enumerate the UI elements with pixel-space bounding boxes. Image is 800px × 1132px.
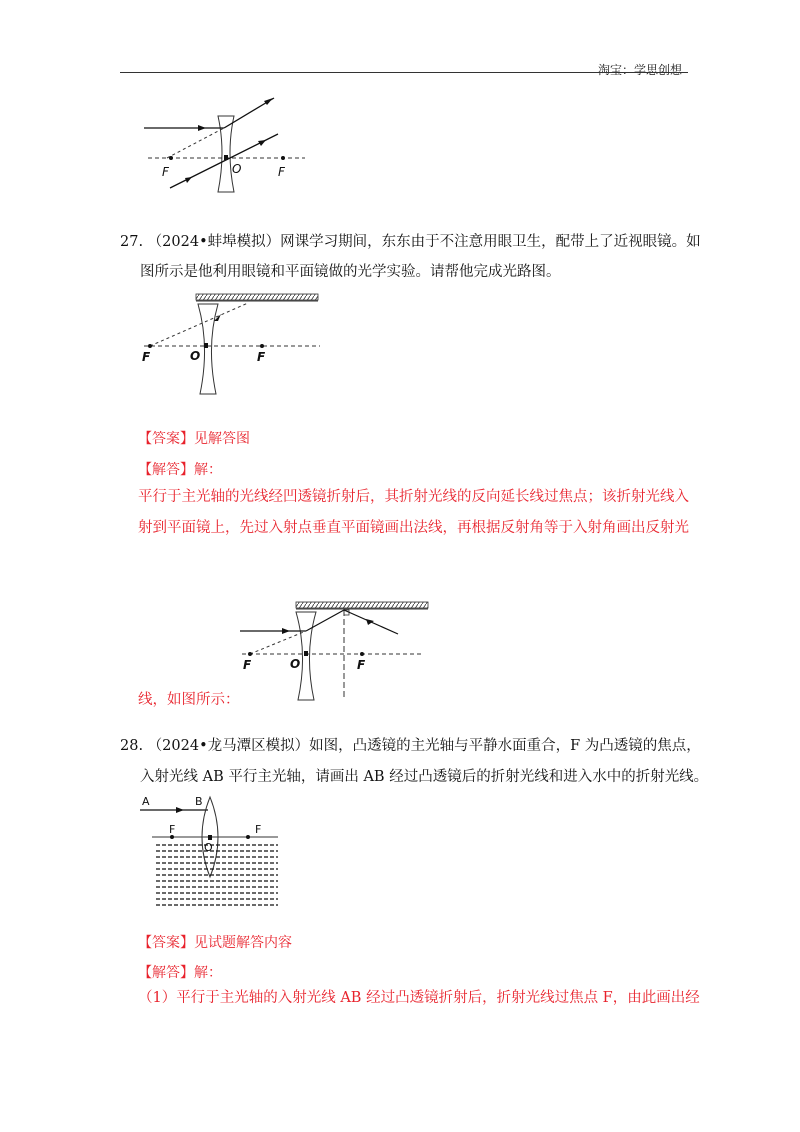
header-rule [120,72,688,73]
top-f-right-label: F [278,165,285,179]
q28-b-label: B [195,795,203,808]
q27-o-label: O [190,349,201,363]
q28-line2: 入射光线 AB 平行主光轴，请画出 AB 经过凸透镜后的折射光线和进入水中的折射光线。 [140,769,709,785]
q28-diagram [138,795,283,910]
q27-solution-label: 【解答】解： [138,462,222,478]
q27-answer: 【答案】见解答图 [138,431,250,447]
q27-sol-f-left-label: F [243,658,252,672]
q28-solution-line1: （1）平行于主光轴的入射光线 AB 经过凸透镜折射后，折射光线过焦点 F，由此画出经 [138,990,700,1006]
q27-solution-diagram [238,598,433,703]
q27-f-left-label: F [142,350,151,364]
q28-f-left-label: F [169,823,176,836]
top-lens-diagram [140,92,310,202]
q27-solution-line3: 线，如图所示： [138,692,240,708]
q27-solution-line1: 平行于主光轴的光线经凹透镜折射后，其折射光线的反向延长线过焦点；该折射光线入 [138,489,689,505]
q27-line1: 27. （2024•蚌埠模拟）网课学习期间，东东由于不注意用眼卫生，配带上了近视眼镜。如 [120,234,701,250]
q27-line2: 图所示是他利用眼镜和平面镜做的光学实验。请帮他完成光路图。 [140,264,561,280]
q27-diagram [138,290,323,400]
q28-line1: 28. （2024•龙马潭区模拟）如图，凸透镜的主光轴与平静水面重合，F 为凸透镜的焦点， [120,738,701,754]
q28-o-label: O [204,841,213,854]
q28-answer: 【答案】见试题解答内容 [138,935,292,951]
q27-sol-f-right-label: F [357,658,366,672]
top-f-left-label: F [162,165,169,179]
top-o-label: O [232,162,242,176]
q28-f-right-label: F [255,823,262,836]
q28-solution-label: 【解答】解： [138,965,222,981]
q28-a-label: A [142,795,150,808]
q27-solution-line2: 射到平面镜上，先过入射点垂直平面镜画出法线，再根据反射角等于入射角画出反射光 [138,520,689,536]
q27-sol-o-label: O [290,657,301,671]
header-text: 淘宝：学思创想 [597,63,682,77]
q27-f-right-label: F [257,350,266,364]
